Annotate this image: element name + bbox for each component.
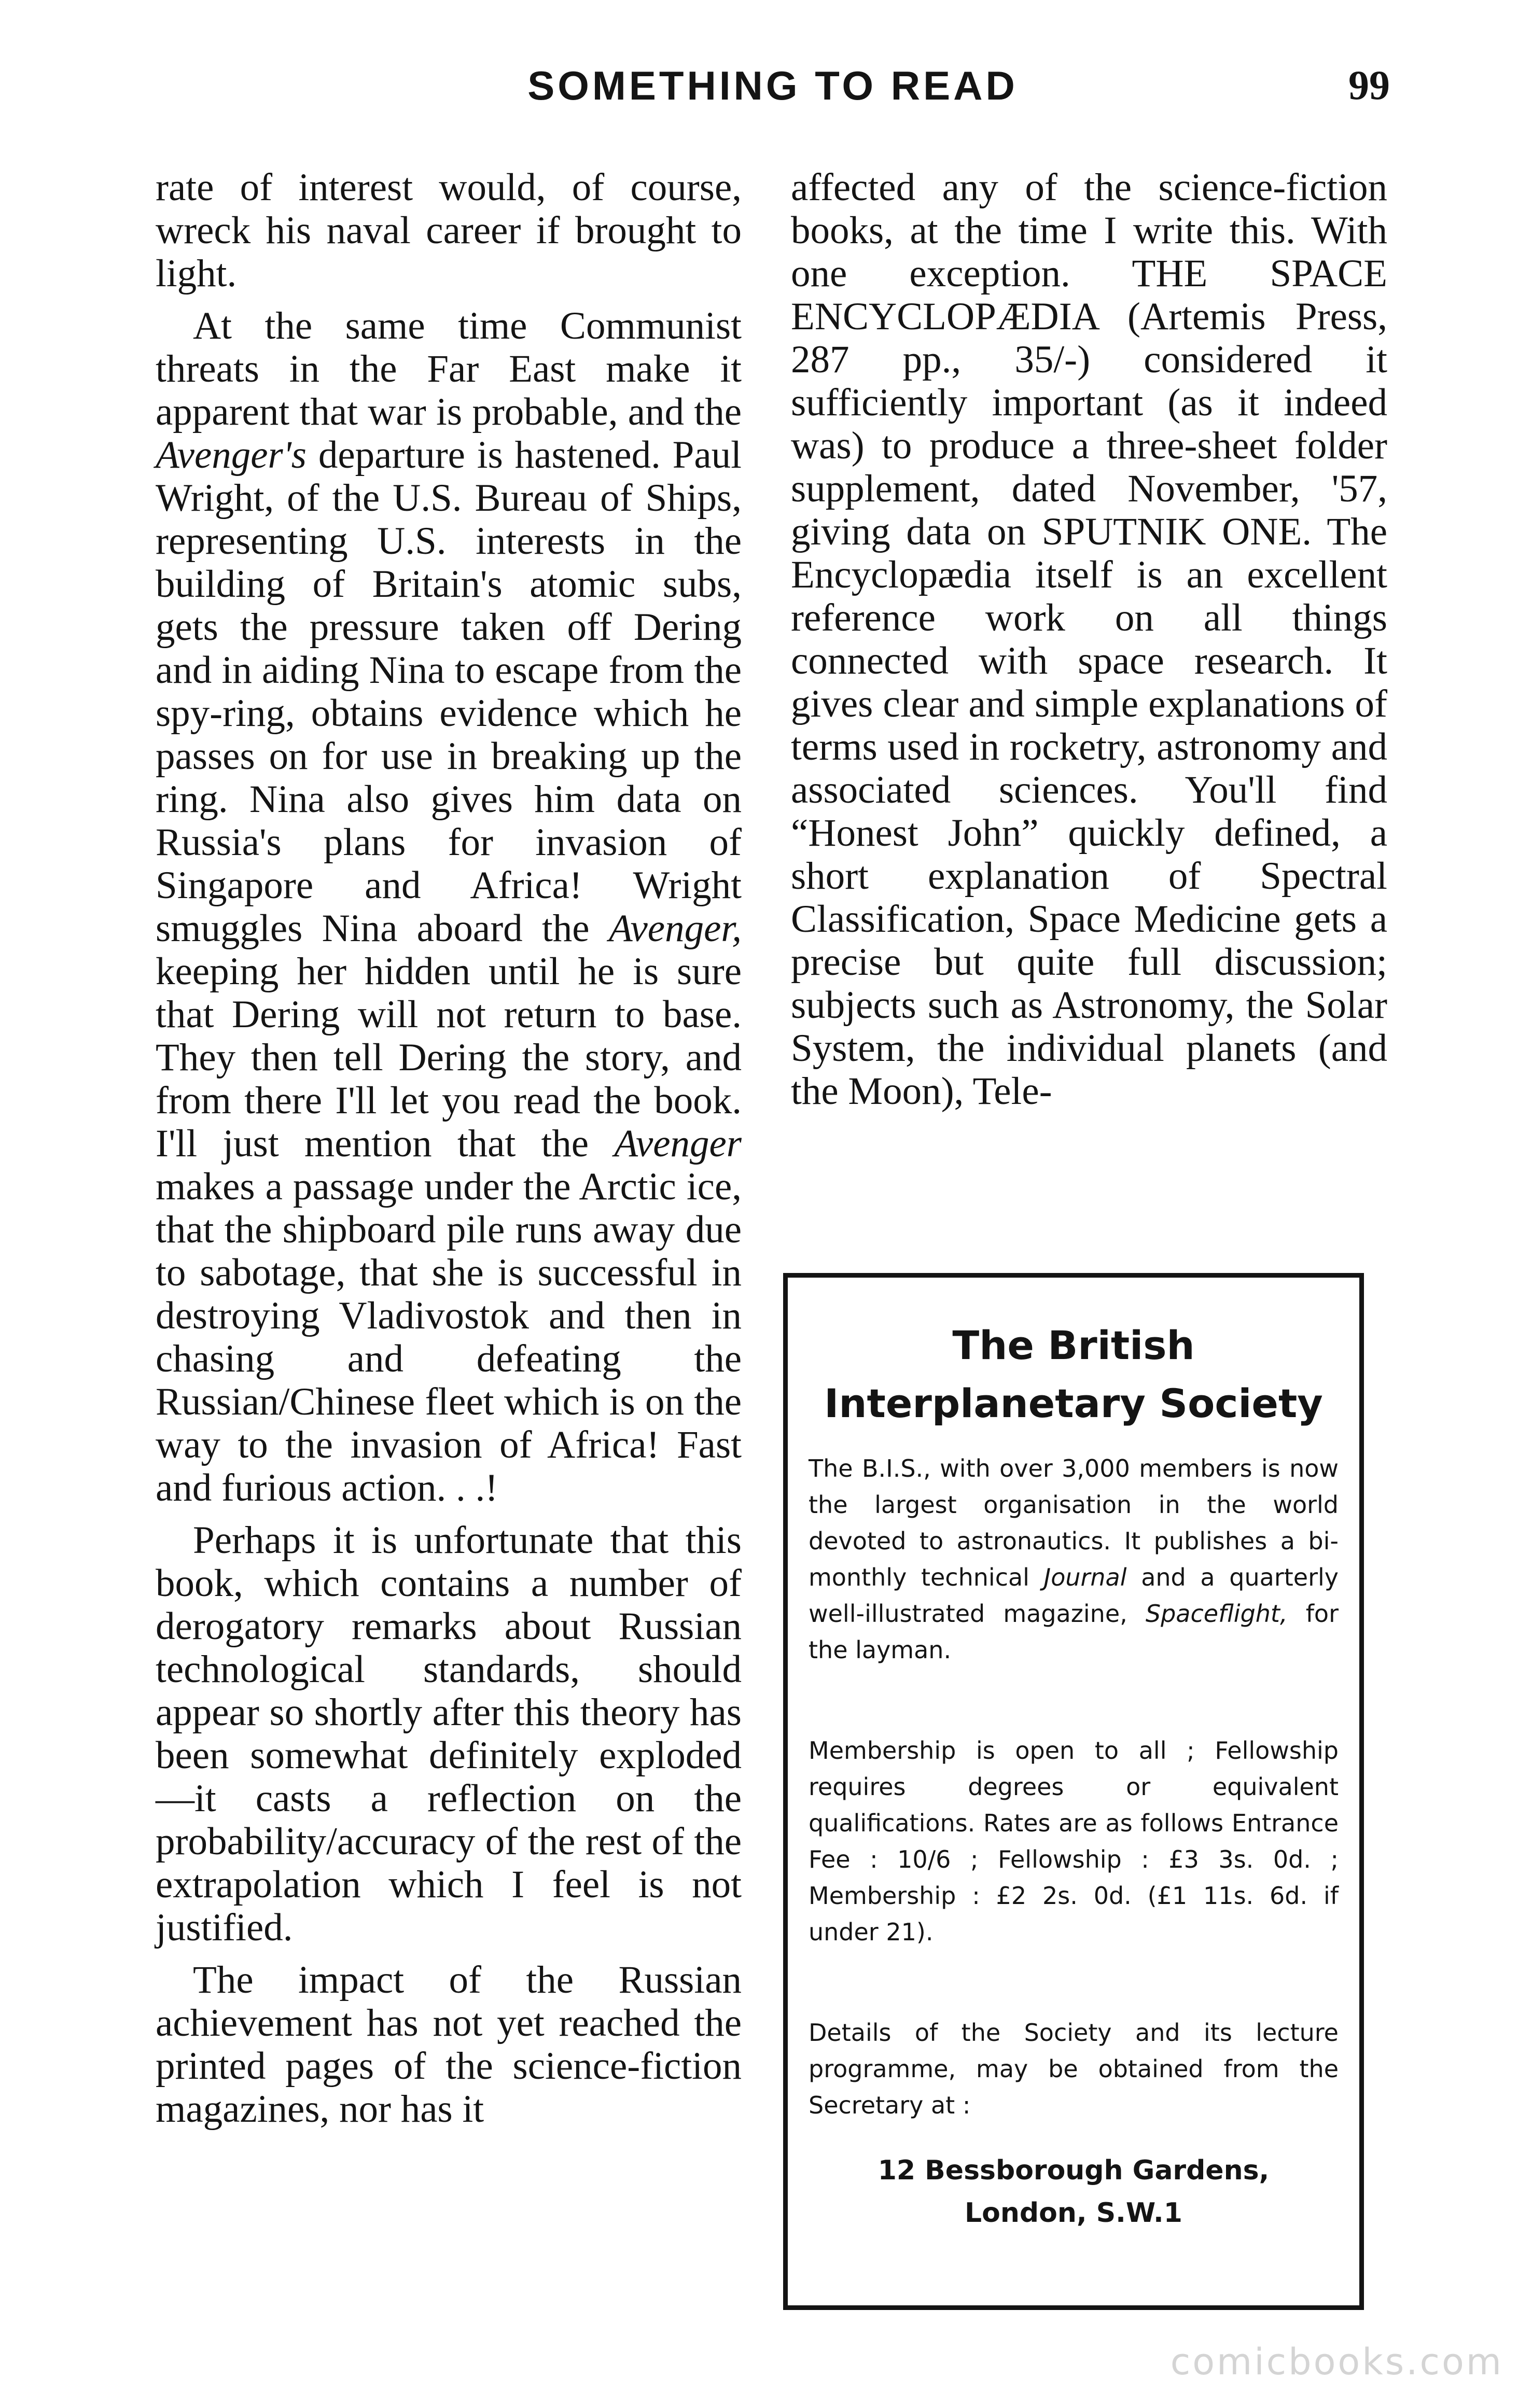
paragraph: At the same time Communist threats in the Far East make it apparent that war is probable, and the Avenger's departure is hastened. Paul Wright, of the U.S. Bureau of Ships, representing U.S. interests in the building of Britain's atomic subs, gets the pressure taken off Dering and in aiding Nina to escape from the spy-ring, obtains evidence which he passes on for use in breaking up the ring. Nina also gives him data on Russia's plans for invasion of Singapore and Africa! Wright smuggles Nina aboard the Avenger, keeping her hidden until he is sure that Dering will not return to base. They then tell Dering the story, and from there I'll let you read the book. I'll just mention that the Avenger makes a passage under the Arctic ice, that the shipboard pile runs away due to sabotage, that she is successful in destroying Vladivostok and then in chasing and defeating the Russian/Chinese fleet which is on the way to the invasion of Africa! Fast and furious action. . .!: [156, 304, 742, 1509]
bis-advertisement: [783, 1273, 1364, 2310]
ad-title: The British Interplanetary Society: [824, 1322, 1323, 1426]
paragraph: Perhaps it is unfortunate that this book, which contains a number of derogatory remarks about Russian technological standards, should appear so shortly after this theory has been somewhat definitely exploded—it casts a reflection on the probability/accuracy of the rest of the extrapolation which I feel is not justified.: [156, 1519, 742, 1949]
page-number: 99: [1348, 63, 1390, 108]
right-column: [791, 166, 1387, 1122]
ad-address: 12 Bessborough Gardens, London, S.W.1: [878, 2155, 1270, 2229]
page-header: [156, 62, 1390, 135]
ad-membership-rates: Membership is open to all ; Fellowship requires degrees or equivalent qualifications. Rates are as follows Entrance Fee : 10/6 ; Fellowship : £3 3s. 0d. ; Membership : £2 2s. 0d. (£1 11s. 6d. if under 21).: [809, 1737, 1339, 1946]
left-column: [156, 166, 742, 2140]
ad-details: Details of the Society and its lecture programme, may be obtained from the Secretary at :: [809, 2019, 1339, 2119]
paragraph: rate of interest would, of course, wreck his naval career if brought to light.: [156, 166, 742, 295]
watermark: comicbooks.com: [1170, 2341, 1503, 2383]
ad-intro: The B.I.S., with over 3,000 members is now the largest organisation in the world devoted to astronautics. It publishes a bi-monthly technical Journal and a quarterly well-illustrated magazine, Spaceflight, for the layman.: [809, 1454, 1339, 1664]
running-title: SOMETHING TO READ: [527, 63, 1018, 108]
paragraph: The impact of the Russian achievement has not yet reached the printed pages of the science-fiction magazines, nor has it: [156, 1958, 742, 2131]
paragraph: affected any of the science-fiction books, at the time I write this. With one exception. THE SPACE ENCYCLOPÆDIA (Artemis Press, 287 pp., 35/-) considered it sufficiently important (as it indeed was) to produce a three-sheet folder supplement, dated November, '57, giving data on SPUTNIK ONE. The Encyclopædia itself is an excellent reference work on all things connected with space research. It gives clear and simple explanations of terms used in rocketry, astronomy and associated sciences. You'll find “Honest John” quickly defined, a short explanation of Spectral Classification, Space Medicine gets a precise but quite full discussion; subjects such as Astronomy, the Solar System, the individual planets (and the Moon), Tele-: [791, 166, 1387, 1113]
